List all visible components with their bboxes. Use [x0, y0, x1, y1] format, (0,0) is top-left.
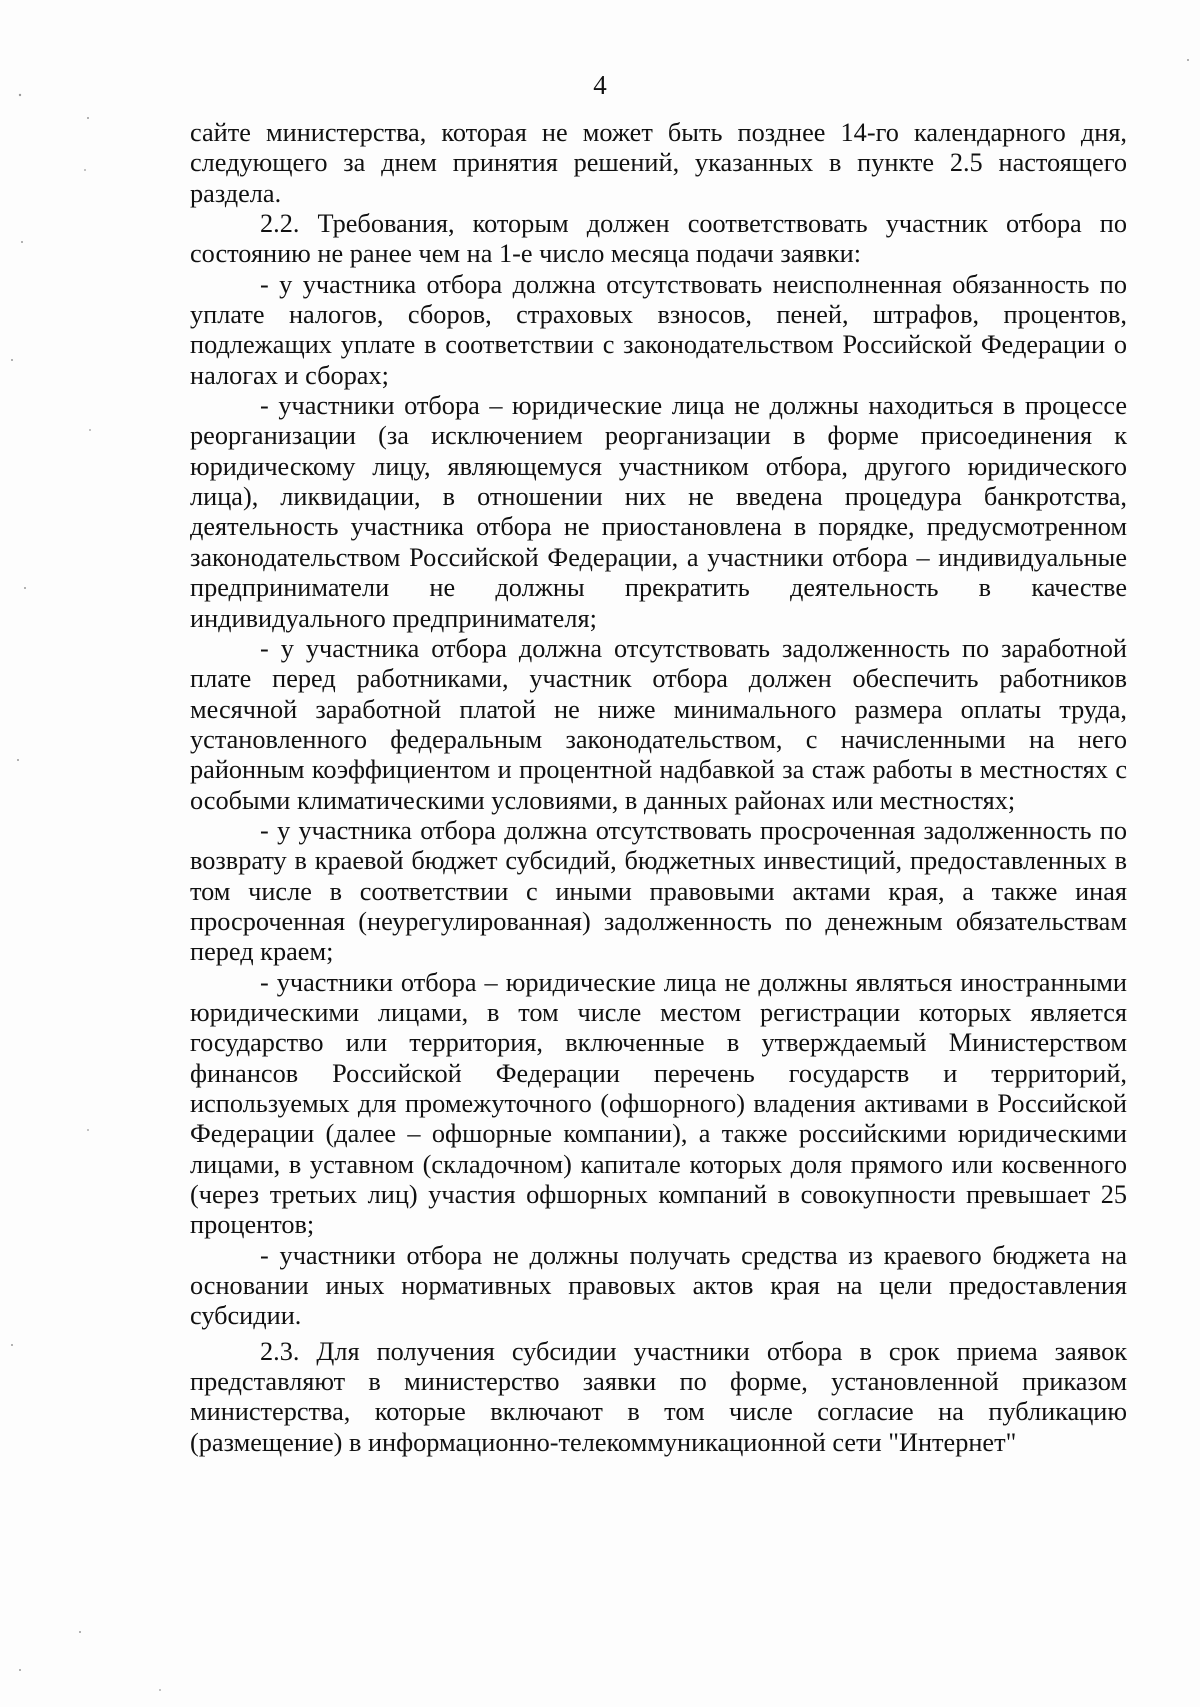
- paragraph-2-3: 2.3. Для получения субсидии участники отбора в срок приема заявок представляют в министерство заявки по форме, установленной приказом министерства, которые включают в том числе согласие на публикацию (размещение) в информационно-телекоммуникационной сети "Интернет": [190, 1336, 1127, 1457]
- requirement-wage-debt: - у участника отбора должна отсутствовать задолженность по заработной плате перед работниками, участник отбора должен обеспечить работников месячной заработной платой не ниже минимального размера оплаты труда, установленного федеральным законодательством, с начисленными на него районным коэффициентом и процентной надбавкой за стаж работы в местностях с особыми климатическими условиями, в данных районах или местностях;: [190, 633, 1127, 815]
- paragraph-2-2: 2.2. Требования, которым должен соответствовать участник отбора по состоянию не ранее чем на 1-е число месяца подачи заявки:: [190, 209, 1127, 269]
- requirement-reorganization: - участники отбора – юридические лица не должны находиться в процессе реорганизации (за исключением реорганизации в форме присоединения к юридическому лицу, являющемуся участником отбора, другого юридического лица), ликвидации, в отношении них не введена процедура банкротства, деятельность участника отбора не приостановлена в порядке, предусмотренном законодательством Российской Федерации, а участники отбора – индивидуальные предприниматели не должны прекратить деятельность в качестве индивидуального предпринимателя;: [190, 391, 1127, 633]
- page-number: 4: [593, 70, 607, 100]
- requirement-overdue-debt: - у участника отбора должна отсутствовать просроченная задолженность по возврату в краевой бюджет субсидий, бюджетных инвестиций, предоставленных в том числе в соответствии с иными правовыми актами края, а также иная просроченная (неурегулированная) задолженность по денежным обязательствам перед краем;: [190, 815, 1127, 967]
- document-body: [190, 118, 1127, 1458]
- requirement-offshore: - участники отбора – юридические лица не должны являться иностранными юридическими лицами, в том числе местом регистрации которых является государство или территория, включенные в утверждаемый Министерством финансов Российской Федерации перечень государств и территорий, используемых для промежуточного (офшорного) владения активами в Российской Федерации (далее – офшорные компании), а также российскими юридическими лицами, в уставном (складочном) капитале которых доля прямого или косвенного (через третьих лиц) участия офшорных компаний в совокупности превышает 25 процентов;: [190, 967, 1127, 1240]
- requirement-tax-debt: - у участника отбора должна отсутствовать неисполненная обязанность по уплате налогов, сборов, страховых взносов, пеней, штрафов, процентов, подлежащих уплате в соответствии с законодательством Российской Федерации о налогах и сборах;: [190, 269, 1127, 390]
- requirement-other-funds: - участники отбора не должны получать средства из краевого бюджета на основании иных нормативных правовых актов края на цели предоставления субсидии.: [190, 1240, 1127, 1331]
- paragraph-continuation: сайте министерства, которая не может быть позднее 14-го календарного дня, следующего за днем принятия решений, указанных в пункте 2.5 настоящего раздела.: [190, 118, 1127, 208]
